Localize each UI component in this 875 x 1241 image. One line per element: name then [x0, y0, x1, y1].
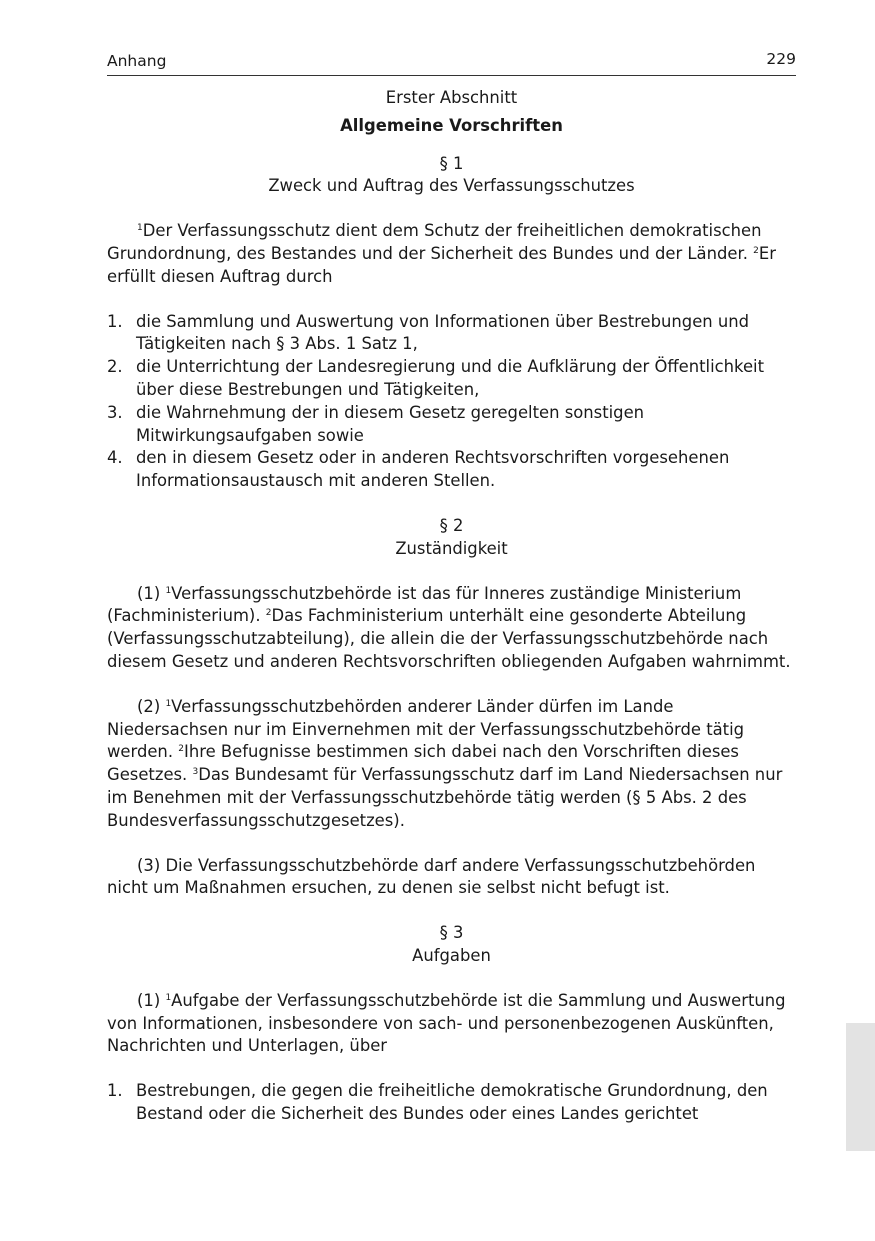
- section-2-absatz-2: [107, 696, 796, 833]
- list-number: 1.: [107, 1081, 123, 1101]
- sentence-text: Das Bundesamt für Verfassungsschutz darf im Land Niedersachsen nur im Benehmen mit der Verfassungsschutzbehörde tätig werden (§ 5 Abs. 2 des Bundesverfassungsschutzgesetzes).: [107, 765, 783, 830]
- absatz-label: (2): [137, 696, 161, 716]
- section-3-number: § 3: [439, 923, 464, 943]
- list-item: [107, 356, 796, 402]
- sentence-text: Verfassungsschutzbehörde ist das für Inneres zuständige Ministerium (Fachministerium).: [107, 583, 742, 626]
- page-number: 229: [766, 50, 796, 68]
- sentence-text: Verfassungsschutzbehörden anderer Länder dürfen im Lande Niedersachsen nur im Einvernehmen mit der Verfassungsschutzbehörde tätig werden.: [107, 696, 745, 762]
- section-3-list: [107, 1080, 796, 1126]
- sentence-number: 2: [178, 744, 184, 755]
- sentence-number: 2: [265, 608, 272, 619]
- sentence-number: 1: [165, 585, 172, 596]
- part-title: Allgemeine Vorschriften: [340, 115, 563, 135]
- header-section: Anhang: [107, 52, 167, 70]
- list-number: 2.: [107, 357, 123, 377]
- sentence-number: 1: [165, 992, 172, 1003]
- list-text: die Unterrichtung der Landesregierung und die Aufklärung der Öffentlichkeit über diese Bestrebungen und Tätigkeiten,: [136, 357, 765, 399]
- sentence-number: 2: [753, 245, 759, 256]
- document-page: [107, 0, 796, 1241]
- list-text: Bestrebungen, die gegen die freiheitliche demokratische Grundordnung, den Bestand oder die Sicherheit des Bundes oder eines Landes gerichtet: [136, 1081, 768, 1123]
- section-1-paragraph: [107, 220, 796, 288]
- page-thumb-tab: [846, 1023, 875, 1151]
- sentence-text: Die Verfassungsschutzbehörde darf andere Verfassungsschutzbehörden nicht um Maßnahmen ersuchen, zu denen sie selbst nicht befugt ist.: [107, 855, 756, 898]
- section-2-absatz-1: [107, 583, 796, 674]
- list-text: die Sammlung und Auswertung von Informationen über Bestrebungen und Tätigkeiten nach § 3 Abs. 1 Satz 1,: [136, 311, 750, 354]
- section-2-number: § 2: [439, 515, 464, 535]
- list-number: 3.: [107, 402, 123, 422]
- section-1-number: § 1: [439, 153, 464, 173]
- sentence-text: Er erfüllt diesen Auftrag durch: [107, 243, 776, 286]
- list-number: 4.: [107, 448, 123, 468]
- list-text: die Wahrnehmung der in diesem Gesetz geregelten sonstigen Mitwirkungsaufgaben sowie: [136, 402, 645, 445]
- list-text: den in diesem Gesetz oder in anderen Rechtsvorschriften vorgesehenen Informationsaustausch mit anderen Stellen.: [136, 448, 730, 491]
- sentence-text: Der Verfassungsschutz dient dem Schutz der freiheitlichen demokratischen Grundordnung, des Bestandes und der Sicherheit des Bundes und der Länder.: [107, 221, 762, 263]
- absatz-label: (1): [137, 990, 161, 1010]
- part-heading: Erster Abschnitt: [385, 88, 518, 107]
- sentence-text: Das Fachministerium unterhält eine gesonderte Abteilung (Verfassungsschutzabteilung), die allein die der Verfassungsschutzbehörde nach diesem Gesetz und anderen Rechtsvorschriften obliegenden Aufgaben wahrnimmt.: [107, 606, 791, 671]
- list-item: [107, 311, 796, 357]
- sentence-number: 1: [137, 223, 143, 234]
- running-header: [107, 51, 796, 76]
- sentence-text: Aufgabe der Verfassungsschutzbehörde ist die Sammlung und Auswertung von Informationen, insbesondere von sach- und personenbezogenen Auskünften, Nachrichten und Unterlagen, über: [107, 990, 786, 1056]
- sentence-text: Ihre Befugnisse bestimmen sich dabei nach den Vorschriften dieses Gesetzes.: [107, 742, 739, 785]
- sentence-number: 3: [192, 767, 199, 778]
- sentence-number: 1: [165, 698, 172, 709]
- section-1-list: [107, 311, 796, 493]
- section-2-absatz-3: [107, 855, 796, 901]
- list-item: [107, 1080, 796, 1126]
- section-2-title: Zuständigkeit: [395, 538, 508, 558]
- section-3-absatz-1: [107, 990, 796, 1058]
- absatz-label: (1): [137, 583, 161, 603]
- document-body: [107, 87, 796, 1126]
- list-item: [107, 447, 796, 493]
- section-3-title: Aufgaben: [412, 945, 491, 965]
- list-number: 1.: [107, 311, 123, 331]
- section-1-title: Zweck und Auftrag des Verfassungsschutzes: [268, 176, 635, 196]
- list-item: [107, 402, 796, 448]
- absatz-label: (3): [137, 855, 161, 875]
